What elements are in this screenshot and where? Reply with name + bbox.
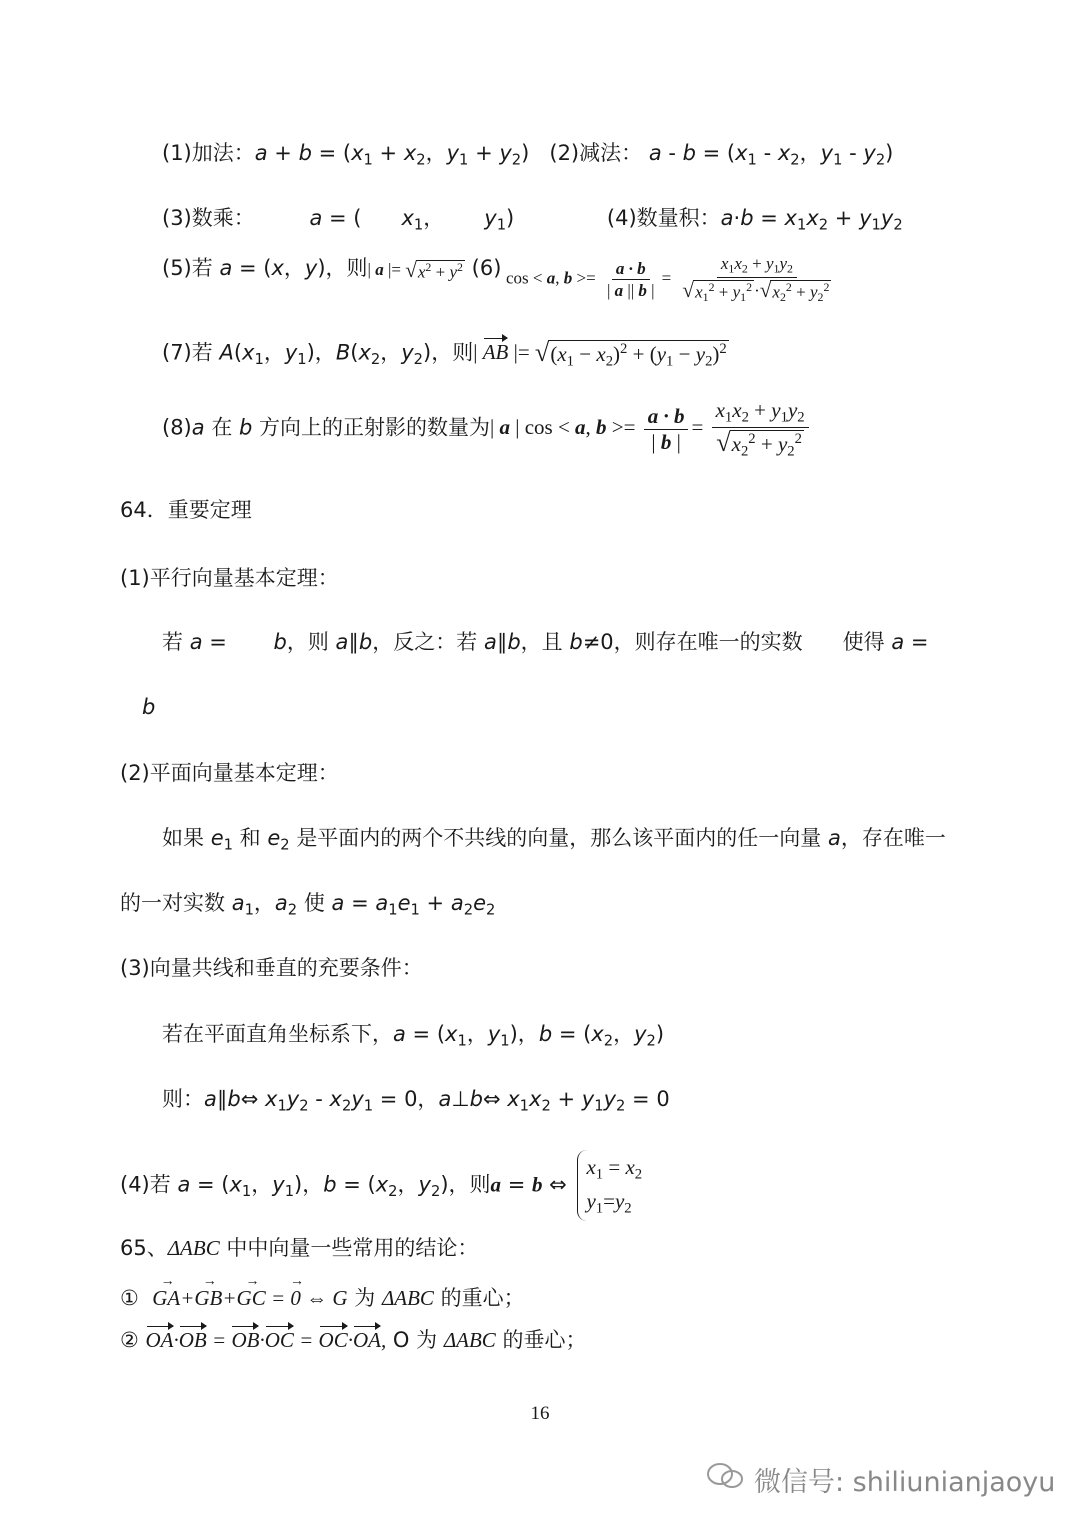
section-65-heading: 65、ΔABC 中中向量一些常用的结论： bbox=[120, 1236, 479, 1260]
cosine-formula: cos < a, b >= $\frac{a \cdot b}{| a || b |}$ = $x_1x_2 + y_1y_2$ √ $x_1^2 + y_1^2$ · √ $x_2^2 + y_2^2$ bbox=[506, 254, 830, 305]
theorem-2-body-cont: 的一对实数 $a_1$，$a_2$ 使 $a = a_1e_1 + a_2e_2$ bbox=[120, 891, 496, 919]
formula-line-4: (7)若 $A(x_1$，$y_1$)，$B(x_2$，$y_2$)，则| AB |= √ $(x_1 - x_2)^2 + (y_1 - y_2)^2$ bbox=[162, 338, 727, 370]
theorem-3-title: (3)向量共线和垂直的充要条件： bbox=[120, 956, 423, 980]
theorem-1-title: (1)平行向量基本定理： bbox=[120, 566, 339, 590]
theorem-4: (4)若 $a = (x_1$，$y_1$)，$b = (x_2$，$y_2$)，则a = b ⇔ $x_1 = x_2$ $y_1=y_2$ bbox=[120, 1150, 642, 1221]
theorem-3-body: 若在平面直角坐标系下，$a = (x_1$，$y_1$)，$b = (x_2$，$y_2$) bbox=[162, 1022, 665, 1050]
theorem-1-body-cont: b bbox=[142, 695, 156, 719]
page-number: 16 bbox=[530, 1403, 550, 1424]
formula-line-2: (3)数乘： a = ( $x_1$， $y_1$) (4)数量积：$a\cdot b = x_1x_2 + y_1y_2$ bbox=[162, 206, 903, 234]
section-64-heading: 64．重要定理 bbox=[120, 498, 252, 522]
theorem-1-body: 若 a = b，则 a∥b，反之：若 a∥b，且 b≠0，则存在唯一的实数 使得 a = bbox=[162, 630, 929, 654]
formula-line-1: (1)加法：$a + b = (x_1 + x_2$，$y_1 + y_2$) (2)减法： $a - b = (x_1 - x_2$，$y_1 - y_2$) bbox=[162, 141, 894, 169]
theorem-2-title: (2)平面向量基本定理： bbox=[120, 761, 339, 785]
theorem-2-body: 如果 $e_1$ 和 $e_2$ 是平面内的两个不共线的向量，那么该平面内的任一向量 a，存在唯一 bbox=[162, 826, 946, 854]
wechat-icon bbox=[706, 1462, 746, 1497]
formula-line-5: (8)a 在 b 方向上的正射影的数量为| a | cos < a, b >= $\frac{a \cdot b}{| b |}$ = $x_1x_2 + y_1y_2$ √ $x_2^2 + y_2^2$ bbox=[162, 400, 812, 459]
watermark-text: 微信号: shiliunianjaoyu bbox=[754, 1467, 1056, 1498]
formula-line-3: (5)若 a = (x，y)，则| a |= √ $x^2 + y^2$ (6) bbox=[162, 256, 502, 283]
theorem-3-condition: 则：a∥b⇔ $x_1y_2 - x_2y_1 = 0$，a⊥b⇔ $x_1x_2 + y_1y_2 = 0$ bbox=[162, 1087, 670, 1115]
watermark bbox=[706, 1460, 1055, 1499]
conclusion-2: ② OA·OB = OB·OC = OC·OA, O 为 ΔABC 的垂心； bbox=[120, 1328, 587, 1352]
conclusion-1: ① → GA+→ GB+→ GC = → 0 ⇔ G 为 ΔABC 的重心； bbox=[120, 1288, 525, 1309]
equation-system: $x_1 = x_2$ $y_1=y_2$ bbox=[577, 1150, 642, 1221]
